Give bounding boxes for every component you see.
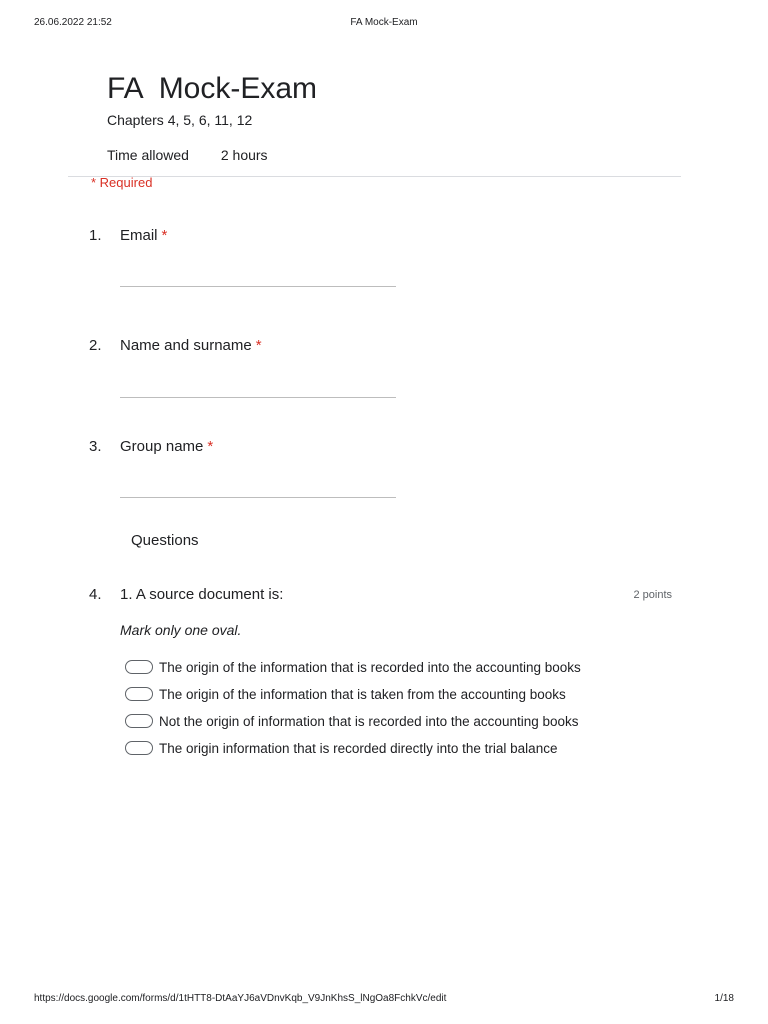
question-number: 3. [89, 438, 102, 455]
form-description: Chapters 4, 5, 6, 11, 12 [107, 112, 253, 128]
radio-oval[interactable] [125, 687, 153, 701]
required-asterisk: * [255, 337, 262, 354]
print-datetime: 26.06.2022 21:52 [34, 17, 112, 28]
group-field[interactable] [120, 497, 396, 498]
instruction-text: Mark only one oval. [120, 622, 242, 638]
points-label: 2 points [633, 589, 672, 601]
option-label: Not the origin of information that is recorded into the accounting books [159, 713, 579, 729]
print-url: https://docs.google.com/forms/d/1tHTT8-DtAaYJ6aVDnvKqb_V9JnKhsS_lNgOa8FchkVc/edit [34, 993, 447, 1004]
question-title-source-document: 1. A source document is: [120, 586, 284, 603]
section-title: Questions [131, 532, 199, 549]
name-field[interactable] [120, 397, 396, 398]
email-field[interactable] [120, 286, 396, 287]
option-row[interactable] [125, 658, 581, 676]
question-number: 1. [89, 227, 102, 244]
option-row[interactable] [125, 739, 557, 757]
radio-oval[interactable] [125, 660, 153, 674]
header-divider [68, 176, 681, 177]
form-title: FA Mock-Exam [107, 72, 318, 105]
radio-oval[interactable] [125, 741, 153, 755]
option-label: The origin of the information that is taken from the accounting books [159, 686, 566, 702]
required-note: * Required [91, 175, 153, 190]
print-page-number: 1/18 [714, 993, 734, 1004]
time-allowed-label: Time allowed [107, 147, 189, 163]
option-label: The origin of the information that is recorded into the accounting books [159, 659, 581, 675]
radio-oval[interactable] [125, 714, 153, 728]
print-page-title: FA Mock-Exam [350, 17, 418, 28]
question-label: Name and surname [120, 337, 252, 354]
question-title-name [120, 337, 262, 354]
option-row[interactable] [125, 712, 579, 730]
question-title-email [120, 227, 167, 244]
option-row[interactable] [125, 685, 566, 703]
question-label: Email [120, 227, 158, 244]
time-allowed-row [107, 147, 268, 163]
required-asterisk: * [161, 227, 168, 244]
required-asterisk: * [207, 438, 214, 455]
option-label: The origin information that is recorded directly into the trial balance [159, 740, 558, 756]
question-title-group [120, 438, 213, 455]
question-number: 2. [89, 337, 102, 354]
time-allowed-value: 2 hours [220, 147, 268, 163]
question-number: 4. [89, 586, 102, 603]
question-label: Group name [120, 438, 204, 455]
